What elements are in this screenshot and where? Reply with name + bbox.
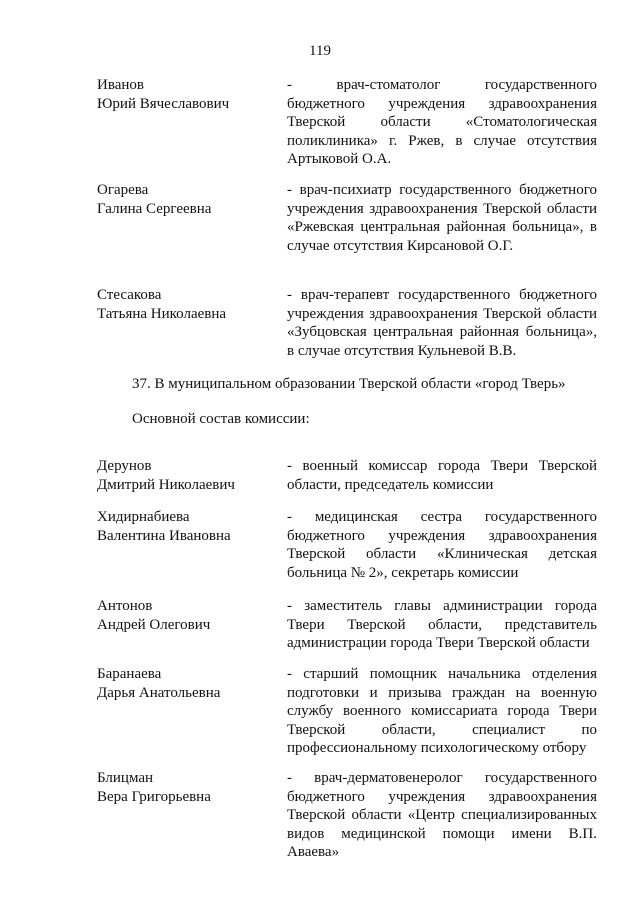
member-role: - врач-терапевт государственного бюджетного учреждения здравоохранения Тверской области «Зубцовская центральная районная больница», в случае отсутствия Кульневой В.В.	[287, 287, 597, 359]
given-names: Галина Сергеевна	[97, 200, 212, 217]
surname: Стесакова	[97, 287, 162, 303]
surname: Дерунов	[97, 458, 152, 474]
member-role: - врач-дерматовенеролог государственного бюджетного учреждения здравоохранения Тверской области «Центр специализированных видов медицинской помощи имени В.П. Аваева»	[287, 770, 597, 860]
surname: Баранаева	[97, 666, 162, 682]
given-names: Дарья Анатольевна	[97, 684, 221, 701]
given-names: Юрий Вячеславович	[97, 95, 230, 112]
given-names: Дмитрий Николаевич	[97, 476, 235, 493]
surname: Антонов	[97, 598, 153, 614]
surname: Хидирнабиева	[97, 509, 190, 525]
given-names: Андрей Олегович	[97, 616, 211, 633]
member-name	[97, 769, 277, 806]
surname: Огарева	[97, 182, 149, 198]
member-name	[97, 181, 277, 218]
member-name	[97, 665, 277, 702]
member-name	[97, 457, 277, 494]
member-role: - военный комиссар города Твери Тверской области, председатель комиссии	[287, 458, 597, 493]
member-name	[97, 508, 277, 545]
member-role: - медицинская сестра государственного бюджетного учреждения здравоохранения Тверской области «Клиническая детская больница № 2», секретарь комиссии	[287, 509, 597, 581]
subheading: Основной состав комиссии:	[132, 411, 310, 427]
member-name	[97, 597, 277, 634]
page-number: 119	[309, 43, 331, 59]
surname: Иванов	[97, 77, 144, 93]
member-name	[97, 76, 277, 113]
surname: Блицман	[97, 770, 154, 786]
member-name	[97, 286, 277, 323]
given-names: Татьяна Николаевна	[97, 305, 227, 322]
given-names: Вера Григорьевна	[97, 788, 211, 805]
section-heading: 37. В муниципальном образовании Тверской области «город Тверь»	[132, 376, 566, 392]
member-role: - врач-стоматолог государственного бюджетного учреждения здравоохранения Тверской области «Стоматологическая поликлиника» г. Ржев, в случае отсутствия Артыковой О.А.	[287, 77, 597, 167]
given-names: Валентина Ивановна	[97, 527, 231, 544]
member-role: - старший помощник начальника отделения подготовки и призыва граждан на военную службу военного комиссариата города Твери Тверской области, специалист по профессиональному психологическому отбору	[287, 666, 597, 756]
member-role: - заместитель главы администрации города Твери Тверской области, представитель администрации города Твери Тверской области	[287, 598, 597, 651]
member-role: - врач-психиатр государственного бюджетного учреждения здравоохранения Тверской области «Ржевская центральная районная больница», в случае отсутствия Кирсановой О.Г.	[287, 182, 597, 254]
